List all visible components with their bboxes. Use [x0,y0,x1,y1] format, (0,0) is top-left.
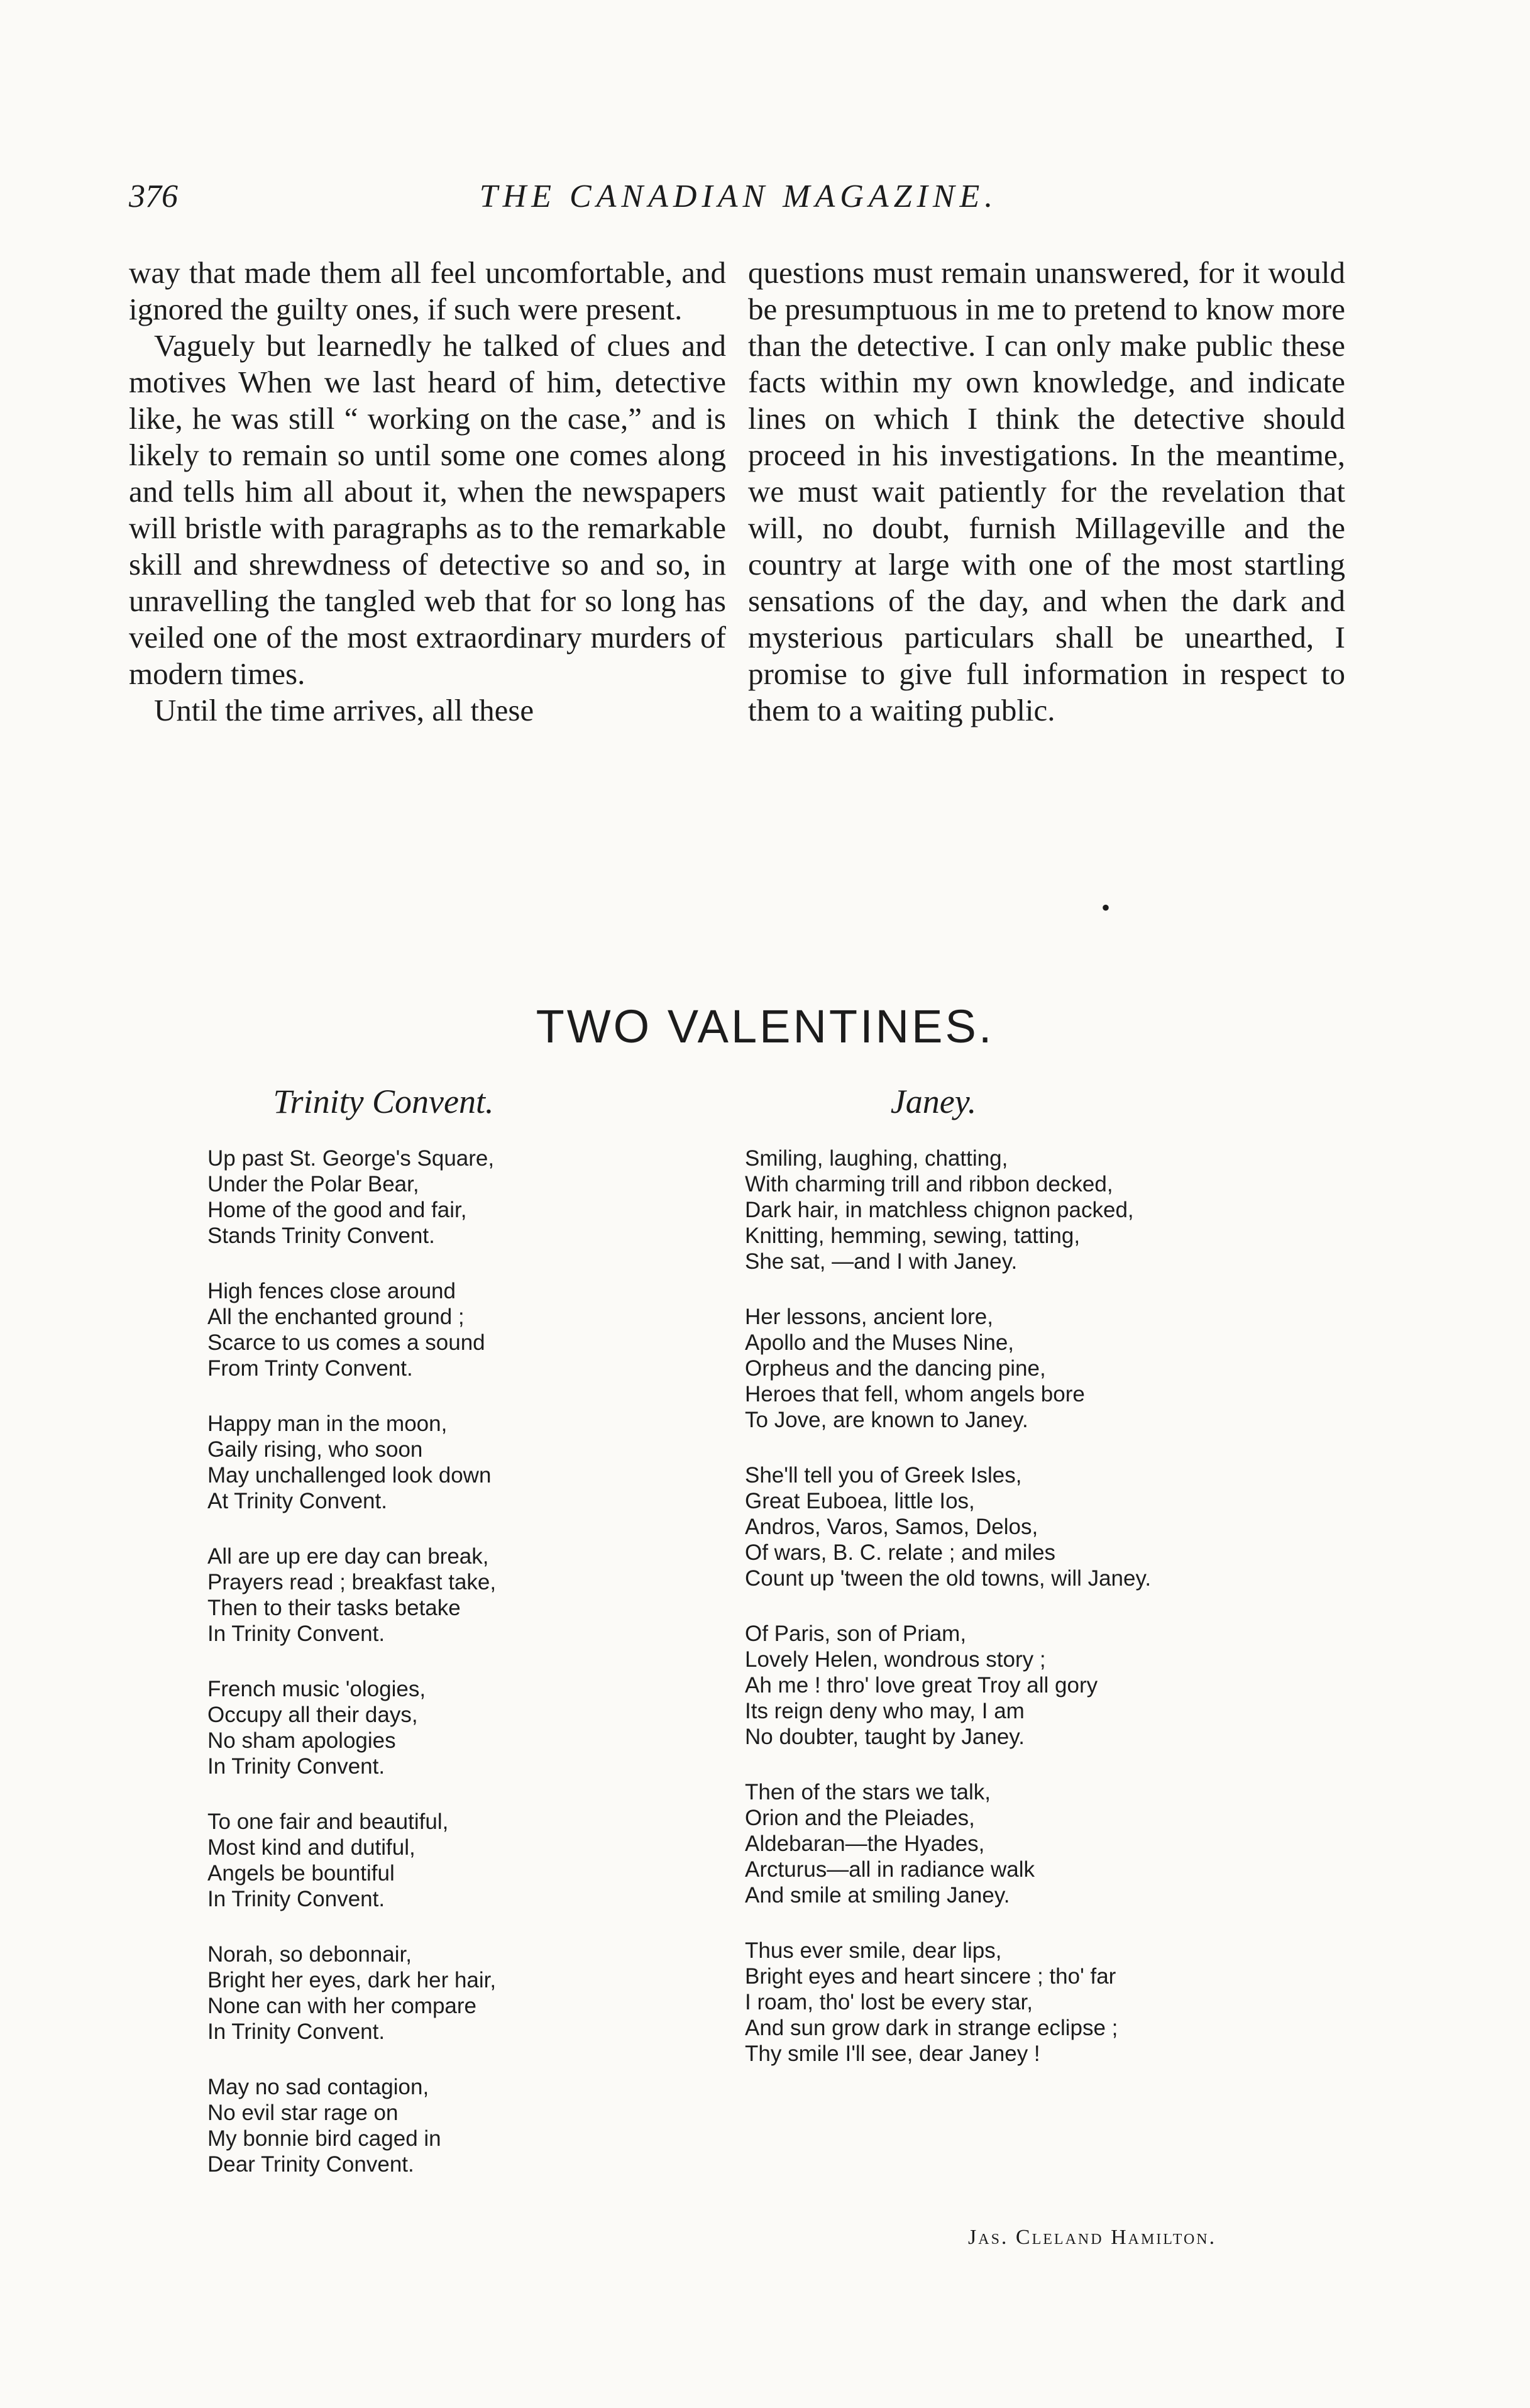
page-number: 376 [129,179,178,214]
poem-line: Heroes that fell, whom angels bore [745,1382,1085,1406]
prose-paragraph: way that made them all feel uncomfortable, and ignored the guilty ones, if such were present. [129,255,726,326]
stanza [207,1146,735,1249]
poem-line: Apollo and the Muses Nine, [745,1330,1015,1355]
poem-line: In Trinity Convent. [207,1621,385,1646]
page-header [129,178,1348,223]
poem-line: Happy man in the moon, [207,1411,448,1436]
poem-line: Norah, so debonnair, [207,1942,412,1967]
poem-subtitle-trinity-convent: Trinity Convent. [273,1083,494,1120]
poem-line: My bonnie bird caged in [207,2126,441,2151]
running-title: THE CANADIAN MAGAZINE. [479,179,998,214]
poem-column-right [745,1083,1323,2096]
stanza [207,1809,735,1912]
poem-line: Then to their tasks betake [207,1596,461,1620]
poem-line: All are up ere day can break, [207,1544,489,1569]
poem-line: Its reign deny who may, I am [745,1699,1025,1723]
poem-line: Smiling, laughing, chatting, [745,1146,1008,1171]
author-signature: Jas. Cleland Hamilton. [968,2226,1217,2249]
poem-line: Of wars, B. C. relate ; and miles [745,1540,1056,1565]
poem-line: Bright eyes and heart sincere ; tho' far [745,1964,1116,1989]
poem-line: Up past St. George's Square, [207,1146,495,1171]
poem-line: Stands Trinity Convent. [207,1223,435,1248]
poem-title: TWO VALENTINES. [536,1000,994,1052]
poem-line: Thus ever smile, dear lips, [745,1938,1002,1963]
poem-line: Aldebaran—the Hyades, [745,1831,985,1856]
stanza [207,1941,735,2045]
stanza [745,1462,1323,1591]
poem-line: May unchallenged look down [207,1463,492,1488]
poem-line: With charming trill and ribbon decked, [745,1172,1113,1196]
poem-line: No doubter, taught by Janey. [745,1725,1025,1749]
poem-line: Most kind and dutiful, [207,1835,416,1860]
poem-line: Great Euboea, little Ios, [745,1489,975,1513]
poem-line: In Trinity Convent. [207,1754,385,1779]
poem-line: No sham apologies [207,1728,396,1753]
poem-line: In Trinity Convent. [207,2019,385,2044]
poem-line: Knitting, hemming, sewing, tatting, [745,1223,1081,1248]
poem-line: Dark hair, in matchless chignon packed, [745,1198,1134,1222]
poem-line: And smile at smiling Janey. [745,1883,1010,1908]
stanza [207,1544,735,1647]
poem-line: None can with her compare [207,1994,476,2018]
prose-paragraph: questions must remain unanswered, for it would be presumptuous in me to pretend to know more than the detective. I can only make public these facts within my own knowledge, and indicate lines on which I think the detective should proceed in his investigations. In the meantime, we must wait patiently for the revelation that will, no doubt, furnish Millageville and the country at large with one of the most startling sensations of the day, and when the dark and mysterious particulars shall be unearthed, I promise to give full information in respect to them to a waiting public. [748,255,1345,727]
stanza [207,1411,735,1514]
poem-line: Andros, Varos, Samos, Delos, [745,1515,1038,1539]
poem-line: May no sad contagion, [207,2075,429,2099]
prose-paragraph: Until the time arrives, all these [154,693,534,727]
poem-line: Occupy all their days, [207,1703,418,1727]
stanza-list [745,1146,1323,2067]
stanza-list [207,1146,735,2177]
ornament-dot: • [1101,893,1111,922]
poem-line: Bright her eyes, dark her hair, [207,1968,497,1992]
poem-line: Thy smile I'll see, dear Janey ! [745,2041,1040,2066]
poem-line: Ah me ! thro' love great Troy all gory [745,1673,1098,1698]
poem-line: Orion and the Pleiades, [745,1806,975,1830]
stanza [745,1304,1323,1433]
poem-line: Prayers read ; breakfast take, [207,1570,497,1594]
poem-line: She'll tell you of Greek Isles, [745,1463,1022,1488]
poem-line: High fences close around [207,1279,456,1303]
stanza [745,1938,1323,2067]
prose-paragraph: Vaguely but learnedly he talked of clues and motives When we last heard of him, detective like, he was still “ working on the case,” and is likely to remain so until some one comes along and tells him all about it, when the newspapers will bristle with paragraphs as to the remarkable skill and shrewdness of detective so and so, in unravelling the tangled web that for so long has veiled one of the most extraordinary murders of modern times. [129,328,726,691]
stanza [745,1146,1323,1274]
stanza [207,2074,735,2177]
poem-line: From Trinty Convent. [207,1356,413,1381]
poem-line: Gaily rising, who soon [207,1437,423,1462]
poem-line: Lovely Helen, wondrous story ; [745,1647,1046,1672]
poem-line: In Trinity Convent. [207,1887,385,1911]
poem-line: Orpheus and the dancing pine, [745,1356,1046,1381]
poem-line: French music 'ologies, [207,1677,426,1701]
poem-line: Count up 'tween the old towns, will Janey. [745,1566,1152,1591]
poem-line: At Trinity Convent. [207,1489,387,1513]
poem-line: No evil star rage on [207,2101,399,2125]
poem-line: Of Paris, son of Priam, [745,1621,967,1646]
poem-line: Arcturus—all in radiance walk [745,1857,1035,1882]
poem-line: She sat, —and I with Janey. [745,1249,1018,1274]
poem-subtitle-janey: Janey. [890,1083,977,1120]
prose-column-left [129,255,726,729]
poem-line: Then of the stars we talk, [745,1780,991,1804]
stanza [207,1676,735,1779]
stanza [207,1278,735,1381]
poem-line: Home of the good and fair, [207,1198,467,1222]
poem-column-left [207,1083,735,2207]
poem-line: Scarce to us comes a sound [207,1330,485,1355]
poem-line: Her lessons, ancient lore, [745,1305,993,1329]
poem-line: Dear Trinity Convent. [207,2152,414,2177]
poem-line: I roam, tho' lost be every star, [745,1990,1033,2014]
stanza [745,1621,1323,1750]
poem-line: Under the Polar Bear, [207,1172,419,1196]
poem-line: Angels be bountiful [207,1861,395,1886]
stanza [745,1779,1323,1908]
poem-line: And sun grow dark in strange eclipse ; [745,2016,1118,2040]
prose-column-right [748,255,1345,729]
poem-line: To Jove, are known to Janey. [745,1408,1028,1432]
poem-line: All the enchanted ground ; [207,1305,465,1329]
poem-line: To one fair and beautiful, [207,1809,449,1834]
